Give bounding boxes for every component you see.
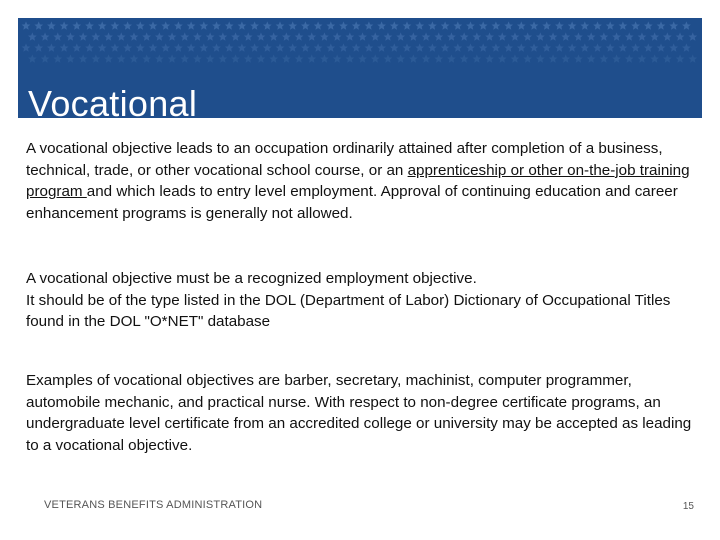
star-icon: [593, 21, 602, 29]
star-icon: [606, 43, 615, 51]
star-icon: [384, 54, 393, 62]
star-icon: [66, 32, 75, 40]
star-icon: [199, 21, 208, 29]
star-icon: [345, 32, 354, 40]
star-icon: [117, 32, 126, 40]
star-icon: [212, 21, 221, 29]
star-icon: [377, 21, 386, 29]
star-icon: [460, 54, 469, 62]
footer-organization: VETERANS BENEFITS ADMINISTRATION: [44, 499, 263, 511]
star-icon: [447, 32, 456, 40]
star-icon: [28, 32, 37, 40]
star-icon: [250, 21, 259, 29]
star-icon: [650, 54, 659, 62]
star-icon: [619, 21, 628, 29]
star-icon: [41, 32, 50, 40]
page-number: 15: [682, 501, 694, 512]
star-icon: [441, 21, 450, 29]
paragraph-requirement: [26, 268, 702, 333]
star-icon: [561, 54, 570, 62]
star-icon: [371, 32, 380, 40]
star-icon: [549, 54, 558, 62]
star-icon: [377, 43, 386, 51]
paragraph-definition: [26, 138, 702, 224]
star-icon: [149, 21, 158, 29]
star-icon: [193, 32, 202, 40]
star-icon: [472, 32, 481, 40]
star-icon: [314, 43, 323, 51]
star-icon: [225, 21, 234, 29]
star-icon: [307, 54, 316, 62]
star-icon: [580, 21, 589, 29]
star-icon: [98, 43, 107, 51]
star-icon: [168, 54, 177, 62]
star-icon: [91, 32, 100, 40]
star-icon: [504, 21, 513, 29]
star-icon: [66, 54, 75, 62]
star-icon: [638, 32, 647, 40]
star-icon: [479, 21, 488, 29]
star-icon: [587, 32, 596, 40]
star-icon: [333, 54, 342, 62]
star-icon: [282, 32, 291, 40]
star-icon: [523, 32, 532, 40]
star-icon: [644, 43, 653, 51]
star-icon: [409, 32, 418, 40]
star-icon: [422, 54, 431, 62]
star-icon: [663, 54, 672, 62]
star-icon: [288, 21, 297, 29]
star-icon: [365, 21, 374, 29]
star-icon: [231, 32, 240, 40]
star-icon: [415, 21, 424, 29]
star-icon: [244, 32, 253, 40]
star-icon: [320, 32, 329, 40]
star-icon: [638, 54, 647, 62]
star-icon: [320, 54, 329, 62]
star-icon: [555, 43, 564, 51]
star-icon: [180, 32, 189, 40]
star-icon: [72, 21, 81, 29]
star-icon: [555, 21, 564, 29]
star-icon: [130, 54, 139, 62]
paragraph-examples: Examples of vocational objectives are barber, secretary, machinist, computer programmer, automobile mechanic, and practical nurse. With respect to non-degree certificate programs, an undergraduate level certificate from an accredited college or university may be accepted as leading to a vocational objective.: [26, 372, 692, 454]
star-icon: [60, 43, 69, 51]
star-icon: [104, 54, 113, 62]
requirement-line-2: It should be of the type listed in the DOL (Department of Labor) Dictionary of Occupational Titles found in the DOL "O*NET" database: [26, 291, 671, 331]
star-icon: [22, 43, 31, 51]
star-icon: [161, 21, 170, 29]
star-icon: [409, 54, 418, 62]
star-icon: [466, 21, 475, 29]
star-icon: [612, 54, 621, 62]
star-icon: [390, 21, 399, 29]
star-icon: [130, 32, 139, 40]
star-icon: [269, 32, 278, 40]
star-icon: [574, 32, 583, 40]
star-icon: [606, 21, 615, 29]
star-icon: [263, 43, 272, 51]
star-icon: [155, 32, 164, 40]
star-icon: [415, 43, 424, 51]
star-icon: [396, 54, 405, 62]
star-icon: [142, 32, 151, 40]
star-icon: [187, 21, 196, 29]
star-icon: [530, 21, 539, 29]
star-icon: [403, 43, 412, 51]
star-icon: [358, 54, 367, 62]
star-icon: [123, 21, 132, 29]
star-icon: [22, 21, 31, 29]
slide-title: Vocational: [28, 83, 198, 118]
star-icon: [492, 21, 501, 29]
star-icon: [492, 43, 501, 51]
star-icon: [136, 43, 145, 51]
star-icon: [257, 54, 266, 62]
star-icon: [428, 21, 437, 29]
star-icon: [212, 43, 221, 51]
star-icon: [542, 21, 551, 29]
star-icon: [434, 32, 443, 40]
star-icon: [339, 21, 348, 29]
star-icon: [352, 43, 361, 51]
star-icon: [333, 32, 342, 40]
star-icon: [117, 54, 126, 62]
star-icon: [79, 32, 88, 40]
star-icon: [288, 43, 297, 51]
star-icon: [447, 54, 456, 62]
star-icon: [434, 54, 443, 62]
star-icon: [390, 43, 399, 51]
star-icon: [72, 43, 81, 51]
star-icon: [111, 43, 120, 51]
star-icon: [174, 21, 183, 29]
star-icon: [663, 32, 672, 40]
star-icon: [371, 54, 380, 62]
star-icon: [523, 54, 532, 62]
star-icon: [345, 54, 354, 62]
star-icon: [599, 32, 608, 40]
star-icon: [326, 43, 335, 51]
star-icon: [326, 21, 335, 29]
star-icon: [155, 54, 164, 62]
star-icon: [561, 32, 570, 40]
star-icon: [238, 21, 247, 29]
star-icon: [295, 32, 304, 40]
star-icon: [460, 32, 469, 40]
star-icon: [631, 21, 640, 29]
star-icon: [441, 43, 450, 51]
star-icon: [60, 21, 69, 29]
star-icon: [453, 43, 462, 51]
star-icon: [453, 21, 462, 29]
star-icon: [307, 32, 316, 40]
star-icon: [593, 43, 602, 51]
star-icon: [168, 32, 177, 40]
star-icon: [225, 43, 234, 51]
star-icon: [568, 43, 577, 51]
star-icon: [276, 43, 285, 51]
star-icon: [498, 32, 507, 40]
star-icon: [612, 32, 621, 40]
star-icon: [282, 54, 291, 62]
star-icon: [269, 54, 278, 62]
star-icon: [517, 21, 526, 29]
star-icon: [295, 54, 304, 62]
star-icon: [530, 43, 539, 51]
star-icon: [47, 43, 56, 51]
star-icon: [688, 32, 697, 40]
star-icon: [498, 54, 507, 62]
star-icon: [657, 43, 666, 51]
requirement-line-1: A vocational objective must be a recognized employment objective.: [26, 270, 477, 287]
star-icon: [625, 54, 634, 62]
star-icon: [339, 43, 348, 51]
star-icon: [650, 32, 659, 40]
star-icon: [688, 54, 697, 62]
star-icon: [644, 21, 653, 29]
star-icon: [276, 21, 285, 29]
star-icon: [123, 43, 132, 51]
star-icon: [396, 32, 405, 40]
star-icon: [111, 21, 120, 29]
star-icon: [206, 32, 215, 40]
star-icon: [485, 32, 494, 40]
star-icon: [218, 32, 227, 40]
star-icon: [41, 54, 50, 62]
star-icon: [53, 54, 62, 62]
star-icon: [599, 54, 608, 62]
star-icon: [682, 43, 691, 51]
star-icon: [669, 43, 678, 51]
star-icon: [517, 43, 526, 51]
star-icon: [53, 32, 62, 40]
star-icon: [625, 32, 634, 40]
star-icon: [257, 32, 266, 40]
star-icon: [238, 43, 247, 51]
star-icon: [136, 21, 145, 29]
star-icon: [301, 43, 310, 51]
star-icon: [206, 54, 215, 62]
star-icon: [580, 43, 589, 51]
star-icon: [485, 54, 494, 62]
star-icon: [263, 21, 272, 29]
star-icon: [669, 21, 678, 29]
star-icon: [511, 54, 520, 62]
star-icon: [47, 21, 56, 29]
star-icon: [568, 21, 577, 29]
star-icon: [536, 54, 545, 62]
star-icon: [199, 43, 208, 51]
title-banner: [18, 18, 702, 118]
star-icon: [365, 43, 374, 51]
star-icon: [180, 54, 189, 62]
star-icon: [301, 21, 310, 29]
star-icon: [466, 43, 475, 51]
star-icon: [479, 43, 488, 51]
star-icon: [142, 54, 151, 62]
star-icon: [149, 43, 158, 51]
star-icon: [358, 32, 367, 40]
star-icon: [34, 21, 43, 29]
star-icon: [85, 21, 94, 29]
star-icon: [250, 43, 259, 51]
star-icon: [85, 43, 94, 51]
star-icon: [91, 54, 100, 62]
star-icon: [511, 32, 520, 40]
star-icon: [676, 54, 685, 62]
star-icon: [631, 43, 640, 51]
star-icon: [619, 43, 628, 51]
paragraph-definition-end: and which leads to entry level employment. Approval of continuing education and career enhancement programs is generally not allowed.: [26, 183, 678, 222]
star-icon: [676, 32, 685, 40]
star-icon: [314, 21, 323, 29]
star-icon: [98, 21, 107, 29]
star-icon: [231, 54, 240, 62]
star-icon: [104, 32, 113, 40]
star-icon: [504, 43, 513, 51]
star-icon: [34, 43, 43, 51]
star-icon: [542, 43, 551, 51]
star-icon: [161, 43, 170, 51]
star-icon: [79, 54, 88, 62]
star-icon: [472, 54, 481, 62]
star-icon: [682, 21, 691, 29]
star-icon: [574, 54, 583, 62]
star-icon: [174, 43, 183, 51]
star-icon: [193, 54, 202, 62]
paragraph-definition-start: A vocational objective leads to an occupation ordinarily attained after completion of a business, technical, trade, or other vocational school course, or an: [26, 140, 663, 179]
star-icon: [403, 21, 412, 29]
star-icon: [536, 32, 545, 40]
star-icon: [428, 43, 437, 51]
star-icon: [587, 54, 596, 62]
star-icon: [549, 32, 558, 40]
star-icon: [28, 54, 37, 62]
apprenticeship-link[interactable]: apprenticeship or other on-the-job training program: [26, 161, 690, 201]
star-icon: [218, 54, 227, 62]
star-icon: [352, 21, 361, 29]
star-icon: [657, 21, 666, 29]
star-icon: [187, 43, 196, 51]
star-icon: [244, 54, 253, 62]
star-icon: [384, 32, 393, 40]
star-icon: [422, 32, 431, 40]
